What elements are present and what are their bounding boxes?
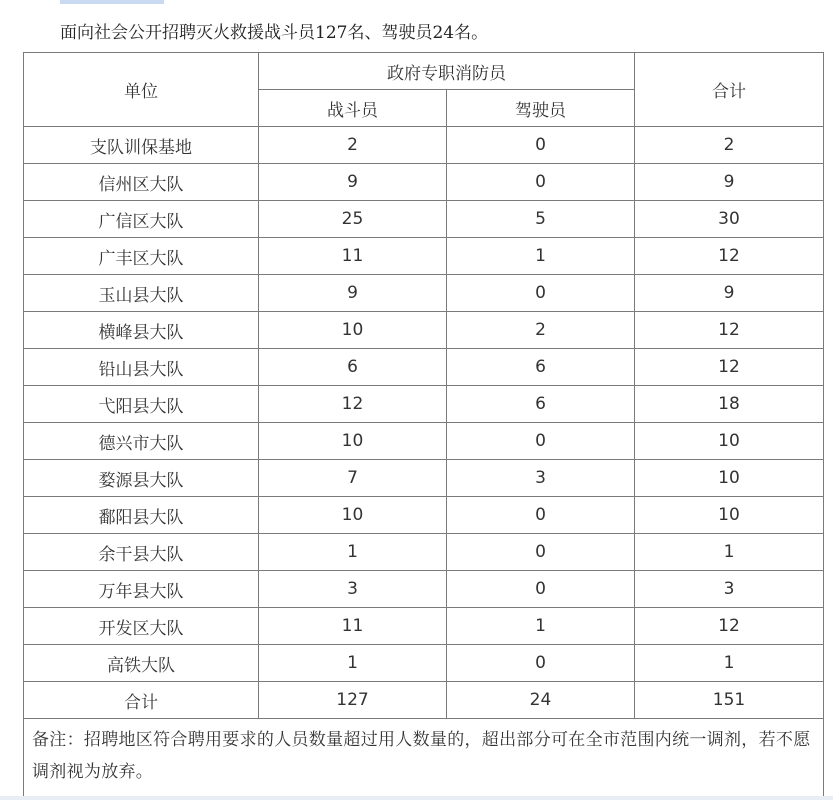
cell-total: 12 [635, 349, 824, 386]
cell-driver: 1 [447, 238, 635, 275]
cell-fighter: 7 [259, 460, 447, 497]
table-row [24, 608, 824, 645]
cell-driver: 0 [447, 127, 635, 164]
cell-unit: 德兴市大队 [24, 423, 259, 460]
table-row [24, 571, 824, 608]
cell-unit: 玉山县大队 [24, 275, 259, 312]
header-fighter: 战斗员 [259, 90, 447, 127]
cell-fighter: 11 [259, 238, 447, 275]
intro-text: 面向社会公开招聘灭火救援战斗员127名、驾驶员24名。 [60, 23, 489, 43]
header-driver: 驾驶员 [447, 90, 635, 127]
cell-driver: 0 [447, 275, 635, 312]
summary-total: 151 [635, 682, 824, 719]
table-row [24, 127, 824, 164]
cell-unit: 信州区大队 [24, 164, 259, 201]
table-row [24, 645, 824, 682]
table-row [24, 460, 824, 497]
table-row [24, 386, 824, 423]
table-header-row [24, 53, 824, 90]
cell-fighter: 9 [259, 275, 447, 312]
cell-unit: 支队训保基地 [24, 127, 259, 164]
cell-driver: 0 [447, 534, 635, 571]
cell-fighter: 10 [259, 497, 447, 534]
cell-total: 1 [635, 534, 824, 571]
note-row [24, 719, 824, 799]
cell-fighter: 9 [259, 164, 447, 201]
cell-unit: 广丰区大队 [24, 238, 259, 275]
cell-driver: 0 [447, 497, 635, 534]
cell-total: 12 [635, 608, 824, 645]
header-unit: 单位 [24, 53, 259, 127]
table-row [24, 534, 824, 571]
cell-fighter: 10 [259, 312, 447, 349]
cell-driver: 6 [447, 386, 635, 423]
top-accent-bar [60, 0, 164, 4]
cell-total: 12 [635, 312, 824, 349]
note-text: 备注：招聘地区符合聘用要求的人员数量超过用人数量的，超出部分可在全市范围内统一调剂，若不愿调剂视为放弃。 [24, 719, 824, 799]
cell-unit: 婺源县大队 [24, 460, 259, 497]
cell-fighter: 10 [259, 423, 447, 460]
cell-unit: 广信区大队 [24, 201, 259, 238]
cell-fighter: 11 [259, 608, 447, 645]
summary-driver: 24 [447, 682, 635, 719]
cell-driver: 3 [447, 460, 635, 497]
cell-driver: 6 [447, 349, 635, 386]
table-row [24, 423, 824, 460]
header-total: 合计 [635, 53, 824, 127]
cell-fighter: 3 [259, 571, 447, 608]
recruitment-table [23, 52, 824, 799]
cell-fighter: 1 [259, 534, 447, 571]
table-row [24, 201, 824, 238]
cell-total: 10 [635, 460, 824, 497]
cell-total: 10 [635, 497, 824, 534]
cell-total: 9 [635, 275, 824, 312]
cell-unit: 鄱阳县大队 [24, 497, 259, 534]
cell-fighter: 6 [259, 349, 447, 386]
summary-label: 合计 [24, 682, 259, 719]
table-row [24, 312, 824, 349]
cell-unit: 横峰县大队 [24, 312, 259, 349]
cell-fighter: 12 [259, 386, 447, 423]
cell-fighter: 2 [259, 127, 447, 164]
cell-unit: 弋阳县大队 [24, 386, 259, 423]
cell-unit: 万年县大队 [24, 571, 259, 608]
cell-total: 30 [635, 201, 824, 238]
cell-fighter: 25 [259, 201, 447, 238]
cell-driver: 5 [447, 201, 635, 238]
cell-total: 12 [635, 238, 824, 275]
cell-total: 2 [635, 127, 824, 164]
cell-driver: 2 [447, 312, 635, 349]
table-row [24, 275, 824, 312]
cell-total: 9 [635, 164, 824, 201]
table-row [24, 497, 824, 534]
summary-row [24, 682, 824, 719]
table-row [24, 238, 824, 275]
summary-fighter: 127 [259, 682, 447, 719]
header-group: 政府专职消防员 [259, 53, 635, 90]
cell-driver: 0 [447, 571, 635, 608]
cell-total: 3 [635, 571, 824, 608]
bottom-divider [0, 796, 833, 800]
cell-unit: 高铁大队 [24, 645, 259, 682]
cell-driver: 0 [447, 423, 635, 460]
cell-fighter: 1 [259, 645, 447, 682]
cell-driver: 0 [447, 645, 635, 682]
table-row [24, 349, 824, 386]
cell-unit: 开发区大队 [24, 608, 259, 645]
cell-total: 10 [635, 423, 824, 460]
cell-unit: 余干县大队 [24, 534, 259, 571]
cell-unit: 铅山县大队 [24, 349, 259, 386]
cell-driver: 1 [447, 608, 635, 645]
cell-total: 1 [635, 645, 824, 682]
cell-driver: 0 [447, 164, 635, 201]
cell-total: 18 [635, 386, 824, 423]
table-row [24, 164, 824, 201]
